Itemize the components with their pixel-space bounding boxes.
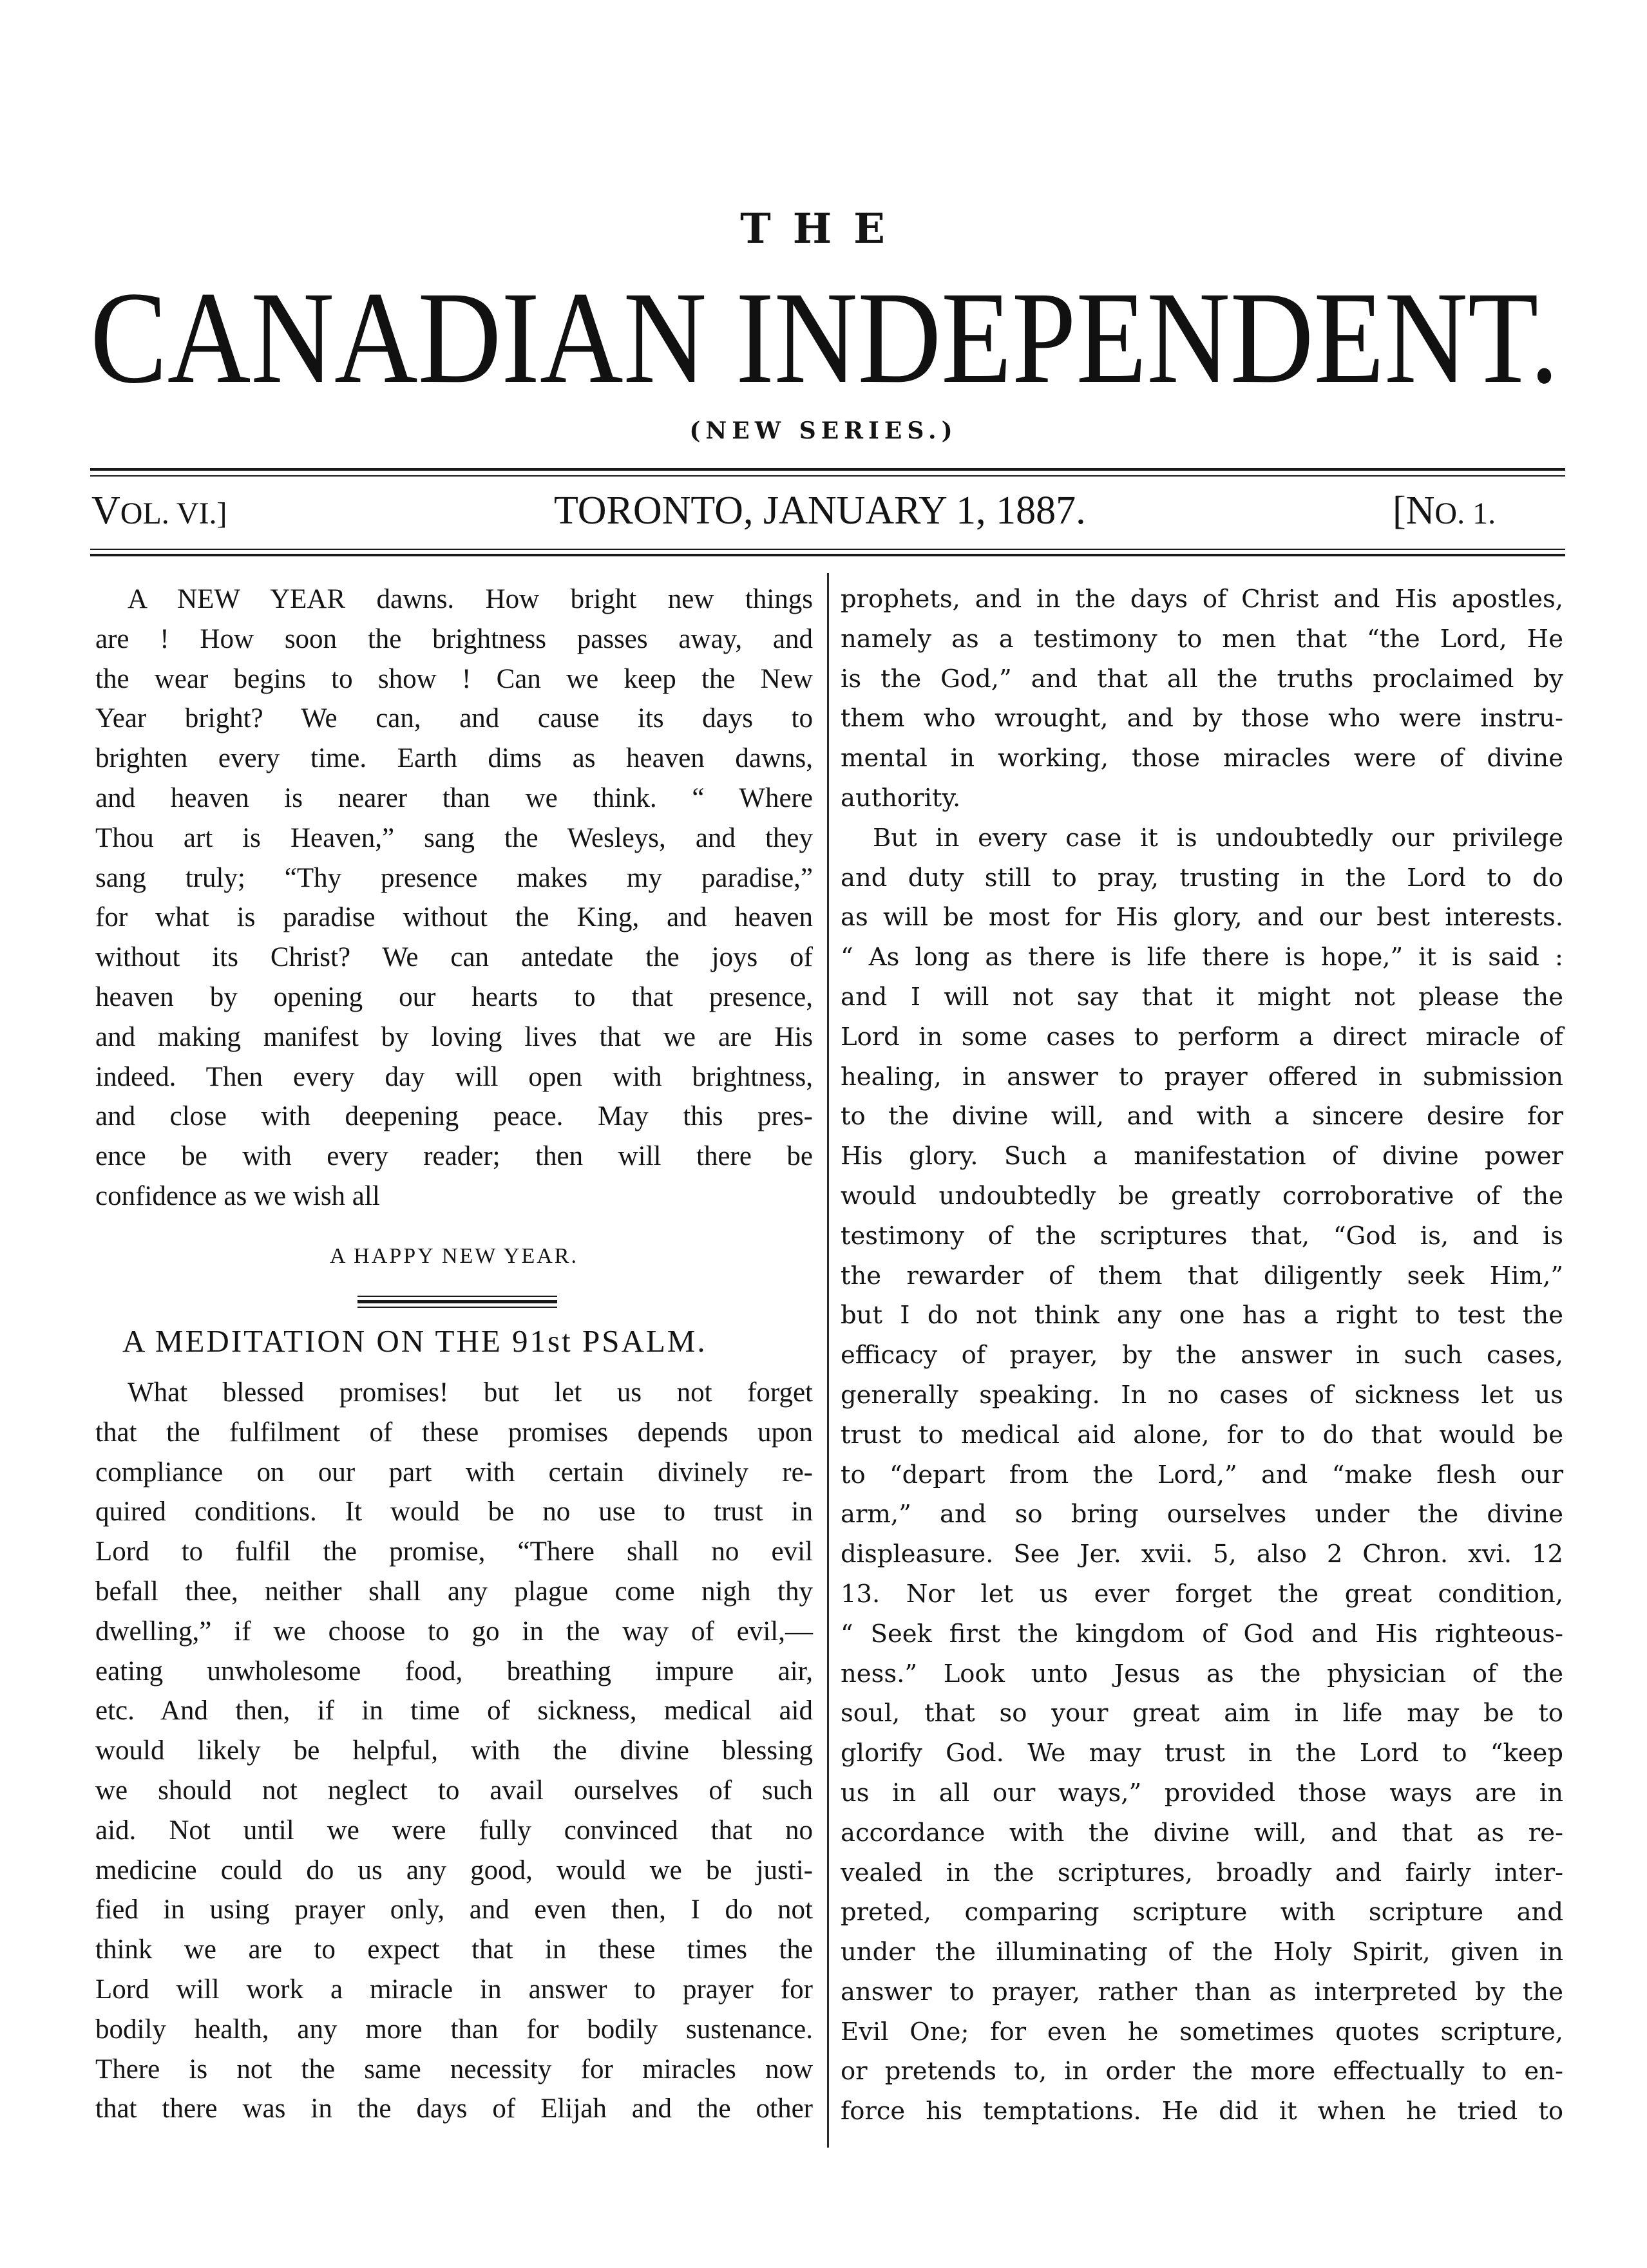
text-line: namely as a testimony to men that “the Lord, He — [841, 624, 1563, 654]
text-line: think we are to expect that in these times the — [95, 1934, 813, 1965]
text-line: to the divine will, and with a sincere desire for — [841, 1102, 1563, 1131]
text-line: 13. Nor let us ever forget the great condition, — [841, 1579, 1563, 1609]
text-line: is the God,” and that all the truths proclaimed by — [841, 664, 1563, 694]
text-line: quired conditions. It would be no use to trust in — [95, 1497, 813, 1527]
right-column-text — [841, 580, 1563, 2131]
text-line: Evil One; for even he sometimes quotes scripture, — [841, 2017, 1563, 2046]
text-line: Thou art is Heaven,” sang the Wesleys, and they — [95, 822, 813, 853]
text-line: prophets, and in the days of Christ and His apostles, — [841, 585, 1563, 614]
text-line: them who wrought, and by those who were instru- — [841, 704, 1563, 733]
volume-rest: OL. VI.] — [120, 496, 227, 531]
text-line: are ! How soon the brightness passes away, and — [95, 623, 813, 654]
number-prefix: [N — [1393, 489, 1435, 533]
text-line: preted, comparing scripture with scripture and — [841, 1898, 1563, 1927]
text-line: that the fulfilment of these promises depends upon — [95, 1417, 813, 1448]
text-line: trust to medical aid alone, for to do that would be — [841, 1420, 1563, 1450]
text-line: soul, that so your great aim in life may be to — [841, 1699, 1563, 1728]
text-line: A NEW YEAR dawns. How bright new things — [128, 584, 813, 614]
text-line: under the illuminating of the Holy Spirit, given in — [841, 1938, 1563, 1967]
text-line: healing, in answer to prayer offered in submission — [841, 1062, 1563, 1091]
text-line: but I do not think any one has a right to test the — [841, 1301, 1563, 1330]
editorial-block — [95, 580, 813, 1216]
text-line: eating unwholesome food, breathing impure air, — [95, 1656, 813, 1687]
text-line: Year bright? We can, and cause its days to — [95, 703, 813, 734]
text-line: medicine could do us any good, would we be justi- — [95, 1855, 813, 1885]
text-line: us in all our ways,” provided those ways are in — [841, 1778, 1563, 1808]
column-divider — [827, 573, 829, 2148]
masthead-title-text: CANADIAN INDEPENDENT. — [90, 265, 1559, 411]
text-line: or pretends to, in order the more effectually to en- — [841, 2057, 1563, 2086]
text-line: Lord to fulfil the promise, “There shall no evil — [95, 1536, 813, 1567]
text-line: without its Christ? We can antedate the joys of — [95, 942, 813, 973]
text-line: brighten every time. Earth dims as heaven dawns, — [95, 743, 813, 774]
text-line: ence be with every reader; then will there be — [95, 1141, 813, 1172]
volume-label — [91, 488, 227, 534]
text-line: vealed in the scriptures, broadly and fairly inter- — [841, 1858, 1563, 1887]
number-rest: O. 1. — [1434, 496, 1496, 531]
masthead-rule-top — [90, 468, 1565, 471]
masthead-the: THE — [740, 205, 907, 253]
volume-prefix: V — [91, 489, 120, 533]
text-line: that there was in the days of Elijah and the other — [95, 2093, 813, 2124]
text-line: force his temptations. He did it when he tried to — [841, 2097, 1563, 2126]
text-line: bodily health, any more than for bodily sustenance. — [95, 2014, 813, 2045]
text-line: and close with deepening peace. May this pres- — [95, 1101, 813, 1132]
text-line: the wear begins to show ! Can we keep the New — [95, 663, 813, 694]
masthead-rule-thin — [90, 475, 1565, 477]
text-line: Lord in some cases to perform a direct miracle of — [841, 1022, 1563, 1052]
text-line: There is not the same necessity for miracles now — [95, 2054, 813, 2084]
article-heading: A MEDITATION ON THE 91st PSALM. — [122, 1323, 707, 1359]
section-rule-thin-2 — [357, 1307, 557, 1308]
text-line: befall thee, neither shall any plague come nigh thy — [95, 1576, 813, 1607]
text-line: and making manifest by loving lives that we are His — [95, 1021, 813, 1052]
section-rule-thick — [357, 1300, 557, 1303]
text-line: etc. And then, if in time of sickness, medical aid — [95, 1696, 813, 1726]
text-line: compliance on our part with certain divinely re- — [95, 1457, 813, 1488]
place-date: TORONTO, JANUARY 1, 1887. — [554, 489, 1086, 533]
section-rule-thin — [357, 1296, 557, 1297]
text-line: heaven by opening our hearts to that presence, — [95, 981, 813, 1012]
text-line: the rewarder of them that diligently seek Him,” — [841, 1261, 1563, 1290]
text-line: His glory. Such a manifestation of divine power — [841, 1142, 1563, 1171]
dateline-rule-thin — [90, 549, 1565, 550]
text-line: Lord will work a miracle in answer to prayer for — [95, 1974, 813, 2005]
meditation-block — [95, 1373, 813, 2129]
text-line: generally speaking. In no cases of sickness let us — [841, 1380, 1563, 1410]
dateline-rule-thick — [90, 554, 1565, 556]
text-line: authority. — [841, 783, 961, 813]
text-line: displeasure. See Jer. xvii. 5, also 2 Chron. xvi. 12 — [841, 1540, 1563, 1569]
text-line: efficacy of prayer, by the answer in such cases, — [841, 1341, 1563, 1370]
text-line: dwelling,” if we choose to go in the way of evil,— — [95, 1616, 813, 1647]
text-line: But in every case it is undoubtedly our privilege — [873, 823, 1563, 853]
text-line: for what is paradise without the King, and heaven — [95, 902, 813, 933]
text-line: confidence as we wish all — [95, 1180, 380, 1211]
text-line: “ As long as there is life there is hope,” it is said : — [841, 943, 1563, 972]
text-line: testimony of the scriptures that, “God is, and is — [841, 1221, 1563, 1251]
issue-number — [1393, 488, 1496, 534]
closing-line: A HAPPY NEW YEAR. — [330, 1244, 578, 1268]
text-line: “ Seek first the kingdom of God and His righteous- — [841, 1619, 1563, 1649]
text-line: we should not neglect to avail ourselves of such — [95, 1775, 813, 1806]
text-line: and I will not say that it might not please the — [841, 982, 1563, 1012]
text-line: would undoubtedly be greatly corroborative of the — [841, 1181, 1563, 1211]
masthead-title — [87, 265, 1562, 411]
text-line: glorify God. We may trust in the Lord to “keep — [841, 1739, 1563, 1768]
text-line: ness.” Look unto Jesus as the physician of the — [841, 1659, 1563, 1688]
text-line: accordance with the divine will, and that as re- — [841, 1818, 1563, 1847]
text-line: to “depart from the Lord,” and “make flesh our — [841, 1460, 1563, 1489]
text-line: sang truly; “Thy presence makes my paradise,” — [95, 862, 813, 893]
text-line: answer to prayer, rather than as interpreted by the — [841, 1977, 1563, 2007]
text-line: aid. Not until we were fully convinced that no — [95, 1815, 813, 1846]
text-line: as will be most for His glory, and our best interests. — [841, 903, 1563, 932]
text-line: indeed. Then every day will open with brightness, — [95, 1061, 813, 1092]
text-line: and heaven is nearer than we think. “ Where — [95, 782, 813, 813]
text-line: and duty still to pray, trusting in the Lord to do — [841, 863, 1563, 893]
text-line: fied in using prayer only, and even then, I do not — [95, 1895, 813, 1925]
series-label: (NEW SERIES.) — [689, 417, 958, 444]
text-line: arm,” and so bring ourselves under the divine — [841, 1500, 1563, 1529]
text-line: mental in working, those miracles were of divine — [841, 744, 1563, 773]
text-line: What blessed promises! but let us not forget — [128, 1377, 813, 1408]
text-line: would likely be helpful, with the divine blessing — [95, 1735, 813, 1766]
